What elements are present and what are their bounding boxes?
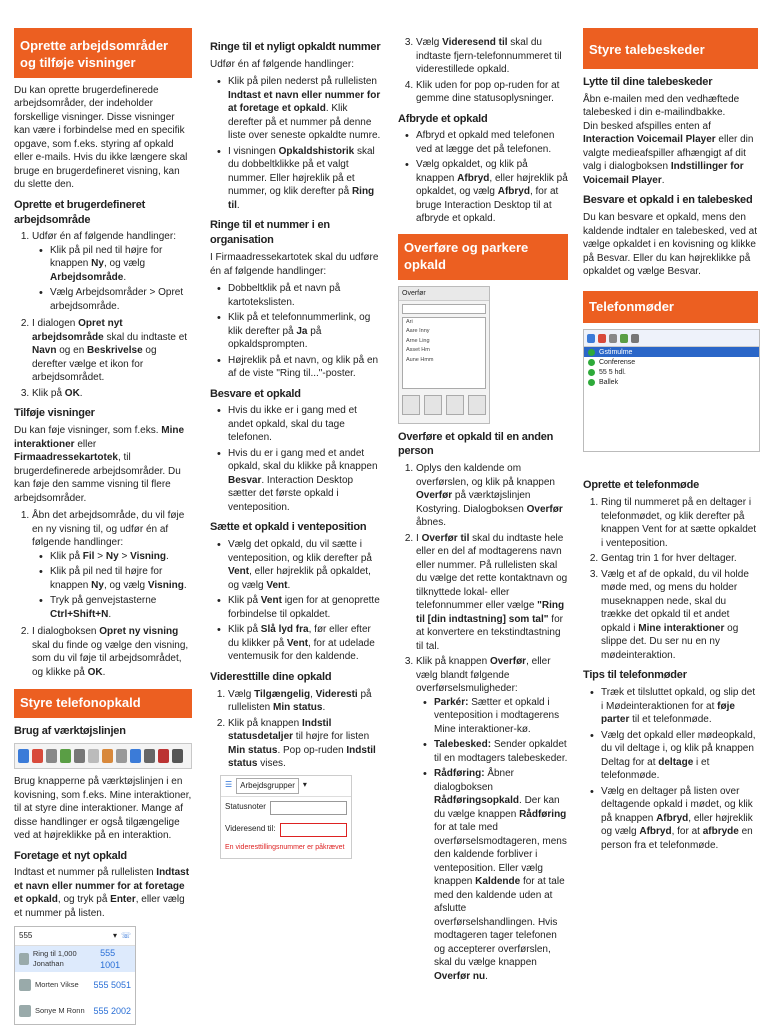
column-3 [398, 36, 568, 987]
hold-icon [46, 749, 57, 763]
heading-transfer-call: Overføre et opkald til en anden person [398, 430, 554, 458]
conference-dot-icon [588, 359, 595, 366]
forward-step-1: 1. Vælg Tilgængelig, Videresti på rullelisten Min status. [228, 688, 382, 715]
interaction-row[interactable]: Conferense [584, 357, 759, 367]
heading-add-views: Tilføje visninger [14, 407, 95, 420]
transfer-suggestions-list[interactable]: Ari Aare Inny Arne Ling Asset Hm Aune Hmm [402, 317, 486, 389]
transfer-to-input[interactable] [402, 304, 486, 314]
heading-end-call: Afbryde et opkald [398, 112, 488, 125]
conference-step-1: 1. Ring til nummeret på en deltager i telefonmødet, og klik derefter på knappen Vent for at sætte opkaldet i venteposition. [601, 496, 758, 550]
conference-tips [583, 686, 758, 852]
set-status-image: ☰ Arbejdsgrupper ▾ Statusnoter Videresend til: En videresttillingsnummer er påkrævet [220, 775, 352, 859]
recent-option-2: • I visningen Opkaldshistorik skal du dobbeltklikke på et valgt nummer. Eller højreklik på et nummer, og klik derefter på Ring til. [228, 145, 382, 213]
section-banner-workspaces: Oprette arbejdsområder og tilføje visninger [14, 28, 192, 78]
org-option-1: • Dobbeltklik på et navn på kartotekslisten. [228, 282, 382, 309]
interaction-row[interactable]: Gstimulme [584, 347, 759, 357]
org-intro: I Firmaadressekartotek skal du udføre én af følgende handlinger: [210, 252, 379, 277]
mute-icon[interactable] [620, 334, 628, 343]
step-1-option-1: • Klik på pil ned til højre for knappen Ny, og vælg Arbejdsområde. [50, 244, 192, 285]
forward-step-2: 2. Klik på knappen Indstil statusdetaljer til højre for listen Min status. Pop op-ruden Indstil status vises. [228, 717, 382, 771]
status-notes-field[interactable] [270, 801, 347, 815]
tip-2: • Vælg det opkald eller mødeopkald, du vil deltage i, og klik på knappen Deltag for at deltage i et telefonmøde. [601, 729, 758, 783]
transfer-option-consult: • Rådføring: Åbner dialogboksen Rådføringsopkald. Der kan du vælge knappen Rådføring for at tale med overførselsmodtageren, mens den kaldende forbliver i venteposition. Eller vælg knappen Kaldende for at tale med den kaldende uden at afslutte overførselshandlingen. Hvis modtageren tager telefonen og accepterer overførslen, skal du vælge knappen Overfør nu. [434, 767, 568, 983]
recent-options [210, 75, 382, 212]
conference-steps [583, 496, 758, 662]
transfer-step-3: 3. Klik på knappen Overfør, eller vælg blandt følgende overførselsmuligheder: • Parkér: Sætter et opkald i venteposition i modtagerens Mine interaktioner-kø. • Talebesked: Sender opkaldet til en modtagers talebeskeder. • Rådføring: Åbner dialogboksen Rådføringsopkald. Der kan du vælge knappen Rådføring for at tale med overførselsmodtageren, mens den kaldende forbliver i venteposition. Eller vælg knappen Kaldende for at tale med den kaldende uden at afslutte overførselshandlingen. Hvis modtageren tager telefonen og accepterer overførslen, skal du vælge knappen Overfør nu. [416, 655, 568, 983]
phone-icon[interactable]: ☏ [120, 930, 131, 940]
listen-text-2: Din besked afspilles enten af Interaction Voicemail Player eller din valgte medieafspiller afhængigt af dit valg i dialogboksen Indstillinger for Voicemail Player. [583, 120, 754, 186]
heading-hold: Sætte et opkald i venteposition [210, 521, 367, 534]
status-menu-icon[interactable]: ☰ [225, 780, 233, 790]
chevron-down-icon[interactable]: ▾ [302, 780, 307, 790]
answer-option-2: • Hvis du er i gang med et andet opkald, skal du klikke på knappen Besvar. Interaction Desktop sætter det første opkald i venteposition. [228, 447, 382, 515]
contact-dropdown-image [14, 926, 136, 1025]
conference-view-image [583, 329, 760, 452]
coach-icon [130, 749, 141, 763]
contact-row[interactable]: Ring til 1,000 Jonathan 555 1001 [15, 946, 135, 972]
contact-search-field[interactable]: 555 ▾ ☏ [15, 927, 135, 946]
create-workspace-steps [14, 230, 192, 400]
column-2 [210, 40, 382, 859]
disconnect-icon[interactable] [598, 334, 606, 343]
contact-row[interactable]: Morten Vikse 555 5051 [15, 972, 135, 998]
listen-text-1: Åbn e-mailen med den vedhæftede talebesked i din e-mailindbakke. [583, 93, 740, 119]
forward-steps-cont [398, 36, 568, 106]
answer-options [210, 404, 382, 514]
heading-forward: Videresttille dine opkald [210, 670, 332, 683]
chevron-down-icon[interactable]: ▾ [112, 930, 117, 940]
end-call-options [398, 129, 568, 226]
hold-option-1: • Vælg det opkald, du vil sætte i venteposition, og klik derefter på Vent, eller højreklik på opkaldet, og vælg Vent. [228, 538, 382, 592]
heading-create-workspace: Oprette et brugerdefineret arbejdsområde [14, 198, 146, 226]
contact-avatar-icon [19, 1005, 31, 1017]
forward-steps [210, 688, 382, 771]
step-1: 1. Udfør én af følgende handlinger: • Klik på pil ned til højre for knappen Ny, og vælg Arbejdsområde. • Vælg Arbejdsområder > Opret arbejdsområde. [32, 230, 192, 313]
transfer-icon [74, 749, 85, 763]
conference-icon [88, 749, 99, 763]
section-banner-conference: Telefonmøder [583, 291, 758, 324]
hold-options [210, 538, 382, 664]
contact-avatar-icon [19, 979, 31, 991]
heading-org-number: Ringe til et nummer i en organisation [210, 219, 330, 247]
interaction-row[interactable]: 55 5 hdl. [584, 367, 759, 377]
call-toolbar-image [14, 743, 192, 769]
voicemail-button[interactable] [446, 395, 464, 415]
contact-row[interactable]: Sonye M Ronn 555 2002 [15, 998, 135, 1024]
view-step-1: 1. Åbn det arbejdsområde, du vil føje en ny visning til, og udfør én af følgende handlinger: • Klik på Fil > Ny > Visning. • Klik på pil ned til højre for knappen Ny, og vælg Visning. • Tryk på genvejstasterne Ctrl+Shift+N. [32, 509, 192, 621]
conference-step-2: 2. Gentag trin 1 for hver deltager. [601, 552, 758, 566]
column-4 [583, 28, 758, 856]
workgroup-combo[interactable]: Arbejdsgrupper [236, 778, 299, 794]
view-step-1-option-1: • Klik på Fil > Ny > Visning. [50, 550, 192, 564]
step-2: 2. I dialogen Opret nyt arbejdsområde skal du indtaste et Navn og en Beskrivelse og derefter vælge et ikon for arbejdsområdet. [32, 317, 192, 385]
step-1-option-2: • Vælg Arbejdsområder > Opret arbejdsområde. [50, 286, 192, 313]
end-option-2: • Vælg opkaldet, og klik på knappen Afbryd, eller højreklik på opkaldet, og vælg Afbryd, for at bruge Interaction Desktop til at afbryde et opkald. [416, 158, 568, 226]
hold-option-2: • Klik på Vent igen for at genoprette forbindelse til opkaldet. [228, 594, 382, 621]
consult-button[interactable] [468, 395, 486, 415]
recent-intro: Udfør én af følgende handlinger: [210, 58, 354, 70]
org-option-3: • Højreklik på et navn, og klik på en af de viste "Ring til..."-poster. [228, 354, 382, 381]
contact-avatar-icon [19, 953, 29, 965]
column-1 [14, 28, 192, 1025]
conference-dot-icon [588, 349, 595, 356]
private-icon [116, 749, 127, 763]
more-icon [172, 749, 183, 763]
view-step-2: 2. I dialogboksen Opret ny visning skal du finde og vælge den visning, som du vil føje til arbejdsområdet, og klikke på OK. [32, 625, 192, 679]
tip-1: • Træk et tilsluttet opkald, og slip det i Mødeinteraktionen for at føje parter til et telefonmøde. [601, 686, 758, 727]
add-view-steps [14, 509, 192, 679]
conference-step-3: 3. Vælg et af de opkald, du vil holde møde med, og mens du holder museknappen nede, skal du trække det opkald til et andet opkald i Mine interaktioner og slippe det. Du ser nu en ny mødeinteraktion. [601, 568, 758, 663]
step-3: 3. Klik på OK. [32, 387, 192, 401]
tip-3: • Vælg en deltager på listen over deltagende opkald i mødet, og klik på knappen Afbryd, eller højreklik og vælg Afbryd, for at afbryde en person fra et telefonmøde. [601, 785, 758, 853]
view-step-1-option-2: • Klik på pil ned til højre for knappen Ny, og vælg Visning. [50, 565, 192, 592]
conference-dot-icon [588, 379, 595, 386]
heading-toolbar: Brug af værktøjslinjen [14, 725, 126, 738]
section-banner-phone-calls: Styre telefonopkald [14, 689, 192, 718]
heading-answer: Besvare et opkald [210, 387, 301, 400]
new-call-text: Indtast et nummer på rullelisten Indtast et navn eller nummer for at foretage et opkald, og tryk på Enter, eller vælg et nummer på listen. [14, 867, 190, 919]
mute-icon [60, 749, 71, 763]
transfer-step-1: 1. Oplys den kaldende om overførslen, og klik på knappen Overfør på værktøjslinjen Kostyring. Dialogboksen Overfør åbnes. [416, 462, 568, 530]
section-banner-voicemail: Styre talebeskeder [583, 28, 758, 69]
transfer-option-voicemail: • Talebesked: Sender opkaldet til en modtagers talebeskeder. [434, 738, 568, 765]
forward-error-message: En videresttillingsnummer er påkrævet [225, 843, 345, 851]
recent-option-1: • Klik på pilen nederst på rullelisten Indtast et navn eller nummer for at foretage et opkald. Klik derefter på et nummer på denne liste over seneste opkaldte numre. [228, 75, 382, 143]
voicemail-icon [158, 749, 169, 763]
heading-recent-number: Ringe til et nyligt opkaldt nummer [210, 41, 381, 53]
answer-option-1: • Hvis du ikke er i gang med et andet opkald, skal du tage telefonen. [228, 404, 382, 445]
heading-conference-tips: Tips til telefonmøder [583, 669, 687, 682]
interaction-row[interactable]: Ballek [584, 377, 759, 387]
workspaces-intro: Du kan oprette brugerdefinerede arbejdsområder, der indeholder forskellige visninger. Disse visninger kan være i forbindelse med en specifik opgave, som f.eks. styring af opkald eller e-mails. Hvis du ikke længere skal bruge en brugerdefineret visning, kan du slette den. [14, 84, 188, 191]
join-icon[interactable] [631, 334, 639, 343]
pickup-icon[interactable] [587, 334, 595, 343]
answer-voicemail-text: Du kan besvare et opkald, mens den kaldende indtaler en talebesked, ved at vælge opkaldet i en kovisning og klikke på Besvar. Eller du kan højreklikke på opkaldet og vælge Besvar. [583, 212, 758, 278]
end-option-1: • Afbryd et opkald med telefonen ved at lægge det på telefonen. [416, 129, 568, 156]
forward-to-field[interactable] [280, 823, 347, 837]
record-icon [102, 749, 113, 763]
listen-icon [144, 749, 155, 763]
org-options [210, 282, 382, 381]
transfer-step-2: 2. I Overfør til skal du indtaste hele eller en del af modtagerens navn eller nummer. På rullelisten skal du vælge det rette kontaktnavn og tilknyttede lokal- eller telefonnummer eller vælge "Ring til [din indtastning] som tal" for at konvertere en tekstindtastning til tal. [416, 532, 568, 654]
hold-icon[interactable] [609, 334, 617, 343]
park-button[interactable] [424, 395, 442, 415]
view-step-1-option-3: • Tryk på genvejstasterne Ctrl+Shift+N. [50, 594, 192, 621]
heading-new-call: Foretage et nyt opkald [14, 849, 127, 862]
hold-option-3: • Klik på Slå lyd fra, før eller efter du klikker på Vent, for at udelade ventemusik for den kaldende. [228, 623, 382, 664]
conference-dot-icon [588, 369, 595, 376]
transfer-button[interactable] [402, 395, 420, 415]
heading-listen-voicemail: Lytte til dine talebeskeder [583, 75, 713, 88]
pickup-icon [18, 749, 29, 763]
section-banner-transfer: Overføre og parkere opkald [398, 234, 568, 280]
heading-setup-conference: Oprette et telefonmøde [583, 479, 700, 492]
disconnect-icon [32, 749, 43, 763]
transfer-option-park: • Parkér: Sætter et opkald i venteposition i modtagerens Mine interaktioner-kø. [434, 696, 568, 737]
transfer-dialog-image: Overfør Ari Aare Inny Arne Ling Asset Hm Aune Hmm [398, 286, 490, 424]
toolbar-text: Brug knapperne på værktøjslinjen i en kovisning, som f.eks. Mine interaktioner, til at styre dine interaktioner. Mange af disse handlinger er også tilgængelige ved at højreklikke på en interaktion. [14, 776, 192, 842]
org-option-2: • Klik på et telefonnummerlink, og klik derefter på Ja på opkaldsprompten. [228, 311, 382, 352]
views-intro: Du kan føje visninger, som f.eks. Mine interaktioner eller Firmaadressekartotek, til brugerdefinerede arbejdsområder. Du kan føje den samme visning til flere arbejdsområder. [14, 425, 185, 504]
heading-answer-voicemail: Besvare et opkald i en talebesked [583, 194, 753, 207]
forward-step-3: 3. Vælg Videresend til skal du indtaste fjern-telefonnummeret til viderestillede opkald. [416, 36, 568, 77]
transfer-steps [398, 462, 568, 983]
forward-step-4: 4. Klik uden for pop op-ruden for at gemme dine statusoplysninger. [416, 79, 568, 106]
